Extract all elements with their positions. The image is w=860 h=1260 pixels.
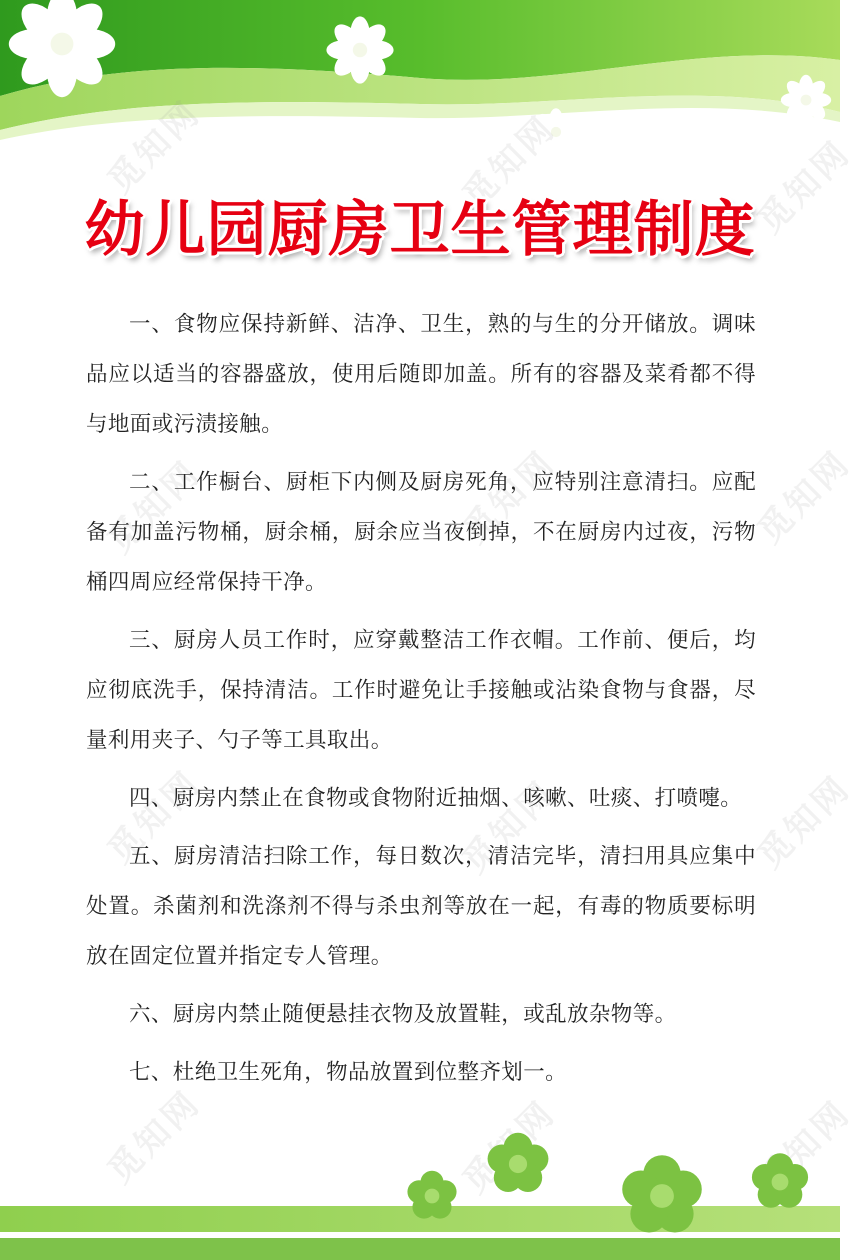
flower-icon [752,1153,808,1208]
regulation-list [86,300,756,1106]
flower-icon [326,16,393,83]
regulation-item: 二、工作橱台、厨柜下内侧及厨房死角，应特别注意清扫。应配备有加盖污物桶，厨余桶，厨余应当夜倒掉，不在厨房内过夜，污物桶四周应经常保持干净。 [86,470,756,595]
watermark: 觅知网 [455,442,564,552]
regulation-item: 七、杜绝卫生死角，物品放置到位整齐划一。 [129,1060,568,1085]
watermark: 觅知网 [100,92,209,202]
regulation-item: 三、厨房人员工作时，应穿戴整洁工作衣帽。工作前、便后，均应彻底洗手，保持清洁。工作时避免让手接触或沾染食物与食器，尽量利用夹子、勺子等工具取出。 [86,628,756,753]
watermark: 觅知网 [100,1082,209,1192]
watermark: 觅知网 [750,1092,859,1202]
watermark: 觅知网 [750,132,859,242]
watermark: 觅知网 [100,762,209,872]
watermark: 觅知网 [750,767,859,877]
flower-icon [488,1133,549,1192]
regulation-item: 四、厨房内禁止在食物或食物附近抽烟、咳嗽、吐痰、打喷嚏。 [129,786,743,811]
watermark: 觅知网 [455,107,564,217]
bottom-band-decoration [0,1120,840,1260]
flower-icon [622,1155,702,1232]
watermark: 觅知网 [100,452,209,562]
flower-icon [532,108,580,156]
flower-icon [781,75,831,125]
page-title: 幼儿园厨房卫生管理制度 [84,195,756,265]
regulation-item: 六、厨房内禁止随便悬挂衣物及放置鞋，或乱放杂物等。 [129,1002,677,1027]
flower-icon [407,1171,456,1219]
watermark: 觅知网 [455,772,564,882]
regulation-item: 五、厨房清洁扫除工作，每日数次，清洁完毕，清扫用具应集中处置。杀菌剂和洗涤剂不得与杀虫剂等放在一起，有毒的物质要标明放在固定位置并指定专人管理。 [86,844,756,969]
top-wave-decoration [0,0,840,170]
regulation-item: 一、食物应保持新鲜、洁净、卫生，熟的与生的分开储放。调味品应以适当的容器盛放，使用后随即加盖。所有的容器及菜肴都不得与地面或污渍接触。 [86,312,756,437]
watermark: 觅知网 [750,442,859,552]
